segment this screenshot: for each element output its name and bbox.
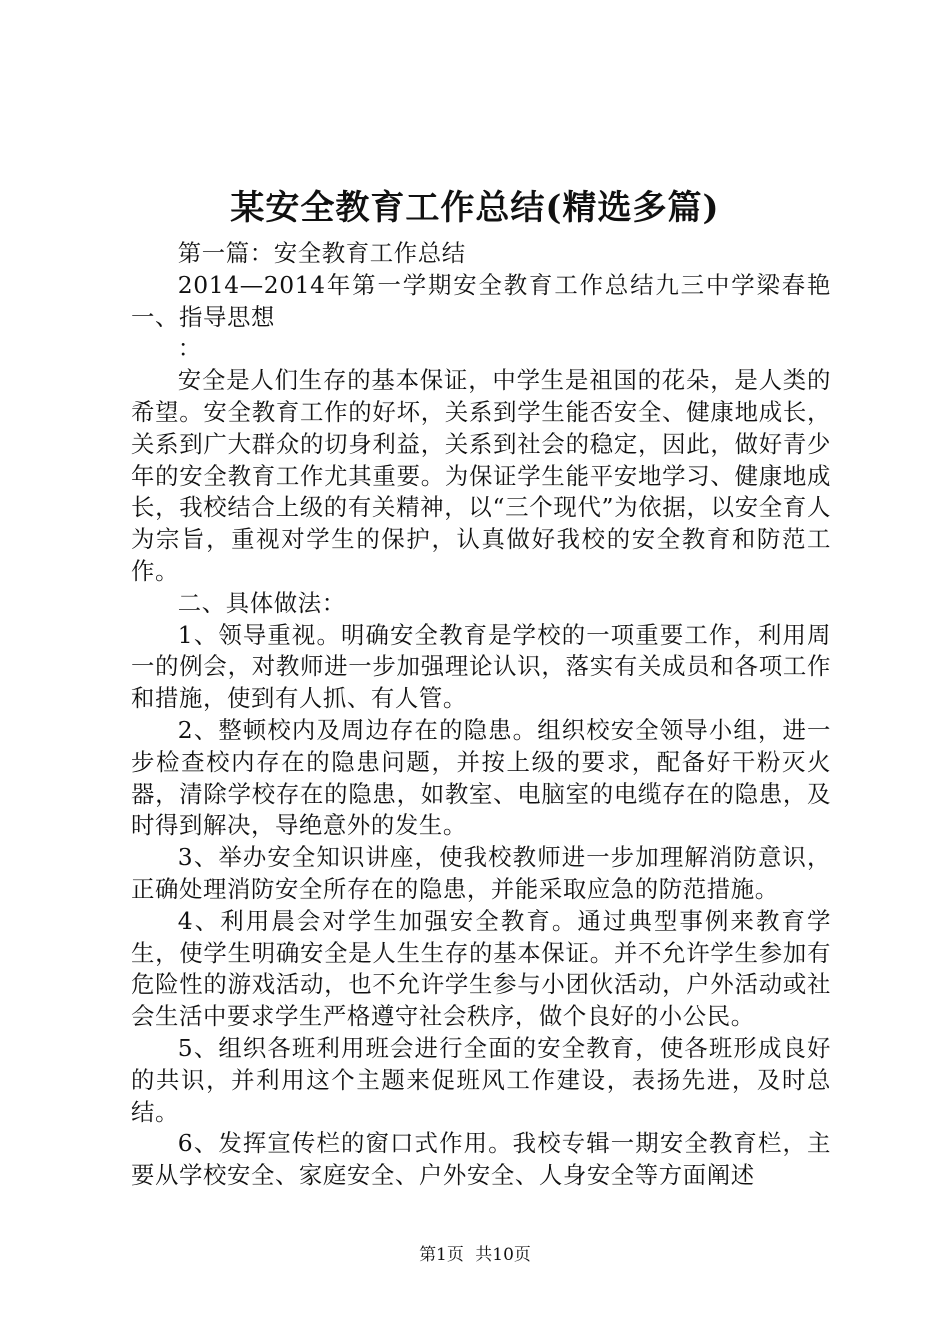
section-heading: 二、具体做法： (177, 588, 346, 617)
paragraph: 安全是人们生存的基本保证，中学生是祖国的花朵，是人类的希望。安全教育工作的好坏，关系到学生能否安全、健康地成长，关系到广大群众的切身利益，关系到社会的稳定，因此，做好青少年的安全教育工作尤其重要。为保证学生能平安地学习、健康地成长，我校结合上级的有关精神，以“三个现代”为依据，以安全育人为宗旨，重视对学生的保护，认真做好我校的安全教育和防范工作。 (131, 366, 831, 585)
colon-line: ： (177, 334, 202, 363)
paragraph: 5、组织各班利用班会进行全面的安全教育，使各班形成良好的共识，并利用这个主题来促班风工作建设，表扬先进，及时总结。 (131, 1033, 831, 1126)
paragraph: 2、整顿校内及周边存在的隐患。组织校安全领导小组，进一步检查校内存在的隐患问题，并按上级的要求，配备好干粉灭火器，清除学校存在的隐患，如教室、电脑室的电缆存在的隐患，及时得到解决，导绝意外的发生。 (131, 715, 831, 840)
section-heading: 第一篇：安全教育工作总结 (177, 239, 466, 267)
paragraph: 3、举办安全知识讲座，使我校教师进一步加理解消防意识，正确处理消防安全所存在的隐患，并能采取应急的防范措施。 (131, 843, 831, 903)
paragraph: 1、领导重视。明确安全教育是学校的一项重要工作，利用周一的例会，对教师进一步加强理论认识，落实有关成员和各项工作和措施，使到有人抓、有人管。 (131, 620, 831, 713)
paragraph: 6、发挥宣传栏的窗口式作用。我校专辑一期安全教育栏，主要从学校安全、家庭安全、户外安全、人身安全等方面阐述 (131, 1129, 831, 1190)
page-total: 共10页 (475, 1245, 531, 1265)
document-body (131, 238, 831, 1192)
page-number: 第1页 (419, 1245, 464, 1265)
document-title: 某安全教育工作总结(精选多篇) (230, 188, 720, 228)
page-footer (0, 1244, 950, 1266)
subtitle-line: 2014—2014年第一学期安全教育工作总结九三中学梁春艳一、指导思想 (131, 270, 831, 331)
paragraph: 4、利用晨会对学生加强安全教育。通过典型事例来教育学生，使学生明确安全是人生生存的基本保证。并不允许学生参加有危险性的游戏活动，也不允许学生参与小团伙活动，户外活动或社会生活中要求学生严格遵守社会秩序，做个良好的小公民。 (131, 906, 831, 1031)
